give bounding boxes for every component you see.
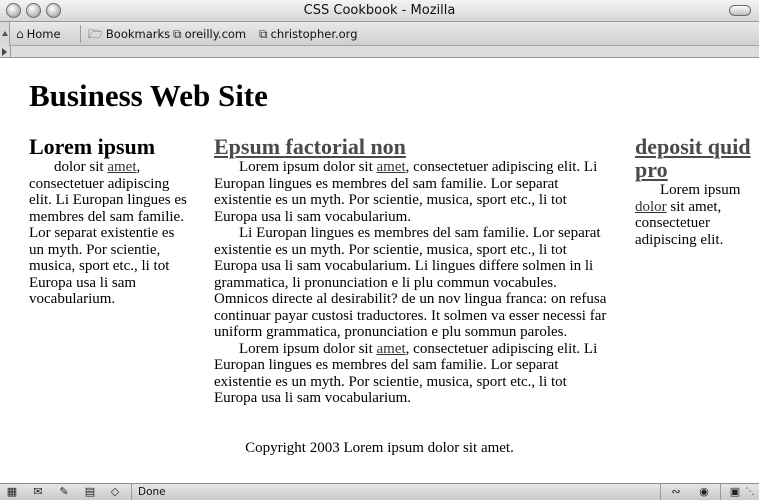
middle-paragraph-3 [214, 341, 609, 407]
amet-link[interactable]: amet [376, 340, 406, 357]
collapsed-navigation-toolbar[interactable] [0, 46, 759, 58]
resize-grip-icon[interactable]: ⋱ [745, 487, 755, 497]
bookmarks-label: Bookmarks [105, 27, 171, 41]
address-book-icon[interactable]: ▤ [84, 485, 96, 498]
bookmark-oreilly-link[interactable] [173, 26, 246, 42]
dolor-link[interactable]: dolor [635, 198, 667, 215]
lock-icon[interactable]: ▣ [729, 485, 741, 498]
status-bar [0, 483, 759, 500]
page-content [0, 59, 759, 483]
middle-paragraph-2: Li Europan lingues es membres del sam familie. Lor separat existentie es un myth. Por scientie, musica, sport etc., li tot Europa usa li sam vocabularium. Li lingues differe solmen in li grammatica, li pronunciation e li plu commun vocabules. Omnicos directe al desirabilit? de un nov lingua franca: on refusa continuar payar custosi traductores. It solmen va esser necessi far uniform grammatica, pronunciation e plu sommun paroles. [214, 225, 607, 340]
page-title: Business Web Site [29, 78, 268, 113]
amet-link[interactable]: amet [376, 159, 406, 175]
bookmark-oreilly-label: oreilly.com [184, 27, 247, 41]
chatzilla-icon[interactable]: ◇ [110, 485, 120, 498]
paragraph-text: , consectetuer adipiscing elit. Li Europan lingues es membres del sam familie. Lor separat existentie es un myth. Por scientie, musica, sport etc., li tot Europa usa li sam vocabularium. [214, 159, 598, 225]
status-divider [660, 484, 661, 500]
toolbar-toggle-button[interactable] [729, 5, 751, 16]
footer-copyright: Copyright 2003 Lorem ipsum dolor sit amet. [245, 440, 514, 456]
toolbar-separator [10, 46, 11, 58]
right-column-paragraph [635, 182, 753, 248]
bookmark-christopher-link[interactable] [259, 26, 358, 42]
status-text: Done [131, 484, 166, 500]
expand-toolbar-icon[interactable] [2, 48, 7, 56]
window-title: CSS Cookbook - Mozilla [303, 3, 456, 18]
left-column [29, 135, 187, 308]
home-icon: ⌂ [16, 27, 24, 41]
bookmark-link-icon: ⧉ [173, 27, 182, 41]
right-column-heading-link[interactable]: deposit quid pro [635, 134, 751, 182]
paragraph-text: Lorem ipsum dolor sit [239, 159, 377, 175]
left-column-paragraph [29, 159, 187, 308]
right-column [635, 135, 753, 248]
toolbar-collapse-grip[interactable] [0, 22, 10, 46]
paragraph-text: , consectetuer adipiscing elit. Li Europan lingues es membres del sam familie. Lor separat existentie es un myth. Por scientie, musica, sport etc., li tot Europa usa li sam vocabularium. [214, 340, 598, 406]
mail-icon[interactable]: ✉ [33, 485, 43, 498]
toolbar-separator [80, 25, 81, 43]
window-titlebar [0, 0, 759, 22]
connection-icon[interactable]: ∾ [671, 485, 681, 498]
personal-toolbar [0, 22, 759, 46]
middle-paragraph-1 [214, 159, 609, 225]
home-label: Home [26, 27, 61, 41]
amet-link[interactable]: amet [107, 159, 137, 175]
navigator-icon[interactable]: ▦ [6, 485, 18, 498]
bookmark-link-icon: ⧉ [259, 27, 268, 41]
security-eye-icon[interactable]: ◉ [699, 485, 709, 498]
middle-column [214, 135, 609, 407]
bookmarks-folder-icon: 🗁 [88, 27, 103, 41]
paragraph-text: dolor sit [54, 159, 108, 175]
paragraph-text: Lorem ipsum [660, 182, 741, 198]
paragraph-text: Lorem ipsum dolor sit [239, 340, 377, 357]
bookmarks-button[interactable] [88, 26, 170, 42]
status-divider [720, 484, 721, 500]
paragraph-text: , consectetuer adipiscing elit. Li Europan lingues es membres del sam familie. Lor separat existentie es un myth. Por scientie, musica, sport etc., li tot Europa usa li sam vocabularium. [29, 159, 187, 307]
composer-icon[interactable]: ✎ [59, 485, 69, 498]
paragraph-text: sit amet, consectetuer adipiscing elit. [635, 198, 724, 248]
left-column-heading: Lorem ipsum [29, 134, 156, 159]
middle-column-heading-link[interactable]: Epsum factorial non [214, 134, 406, 159]
bookmark-christopher-label: christopher.org [270, 27, 358, 41]
home-button[interactable] [16, 26, 61, 42]
